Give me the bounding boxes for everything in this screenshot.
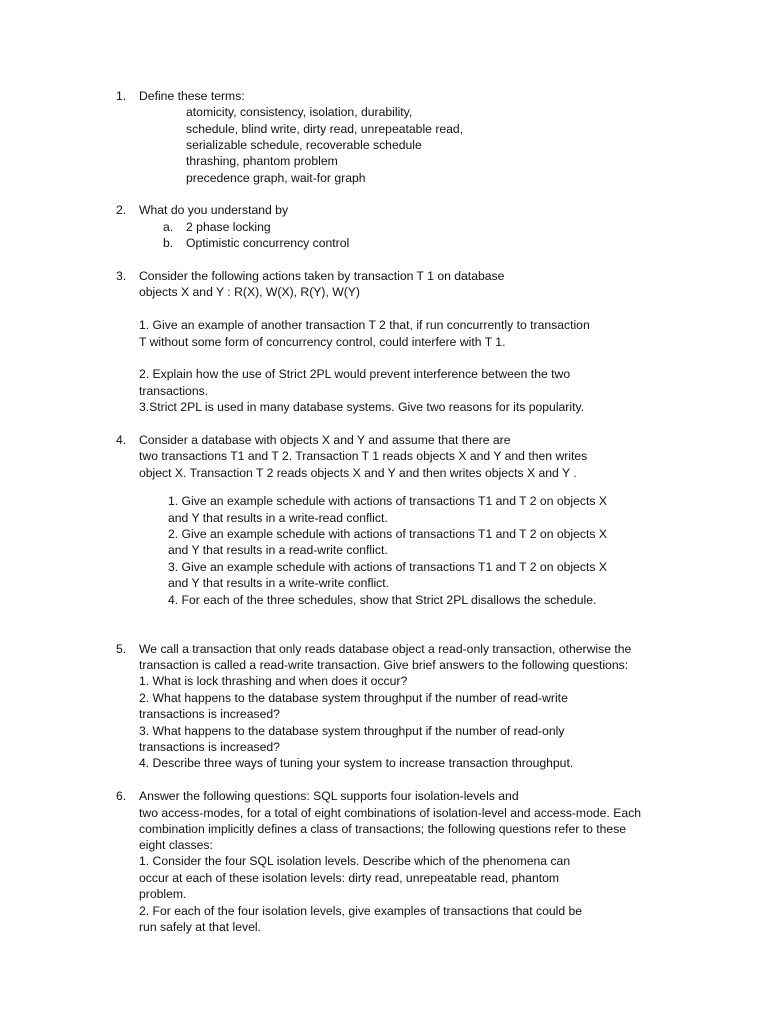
question-text: We call a transaction that only reads database object a read-only transaction, otherwise the [139, 642, 632, 656]
term-line: precedence graph, wait-for graph [186, 171, 366, 185]
sub-question: 4. For each of the three schedules, show that Strict 2PL disallows the schedule. [168, 593, 597, 607]
question-text: What do you understand by [139, 203, 289, 217]
question-text: Consider the following actions taken by transaction T 1 on database [139, 269, 505, 283]
question-number: 6. [116, 789, 127, 803]
term-line: serializable schedule, recoverable schedule [186, 138, 422, 152]
sub-question: 2. What happens to the database system throughput if the number of read-write [139, 691, 568, 705]
question-text: transaction is called a read-write transaction. Give brief answers to the following questions: [139, 658, 629, 672]
question-text: Consider a database with objects X and Y and assume that there are [139, 433, 511, 447]
question-number: 5. [116, 642, 127, 656]
sub-question: transactions is increased? [139, 707, 280, 721]
sub-question: and Y that results in a write-write conflict. [168, 576, 390, 590]
sub-question: T without some form of concurrency control, could interfere with T 1. [139, 335, 506, 349]
sub-question: transactions is increased? [139, 740, 280, 754]
list-item: 2 phase locking [186, 220, 271, 234]
sub-question: 3. Give an example schedule with actions of transactions T1 and T 2 on objects X [168, 560, 608, 574]
sub-question: 1. What is lock thrashing and when does it occur? [139, 674, 408, 688]
question-number: 4. [116, 433, 127, 447]
question-number: 3. [116, 269, 127, 283]
term-line: thrashing, phantom problem [186, 154, 338, 168]
list-item: Optimistic concurrency control [186, 236, 350, 250]
question-text: object X. Transaction T 2 reads objects X and Y and then writes objects X and Y . [139, 466, 577, 480]
question-text: two transactions T1 and T 2. Transaction T 1 reads objects X and Y and then writes [139, 449, 588, 463]
question-text: combination implicitly defines a class of transactions; the following questions refer to these [139, 822, 627, 836]
question-text: eight classes: [139, 838, 213, 852]
sub-question: 3.Strict 2PL is used in many database systems. Give two reasons for its popularity. [139, 400, 585, 414]
question-number: 2. [116, 203, 127, 217]
sub-question: and Y that results in a write-read conflict. [168, 511, 388, 525]
sub-question: 2. Give an example schedule with actions of transactions T1 and T 2 on objects X [168, 527, 608, 541]
sub-question: 1. Give an example of another transaction T 2 that, if run concurrently to transaction [139, 318, 590, 332]
list-marker: a. [163, 220, 174, 234]
term-line: schedule, blind write, dirty read, unrepeatable read, [186, 122, 464, 136]
question-text: Define these terms: [139, 89, 245, 103]
question-text: two access-modes, for a total of eight combinations of isolation-level and access-mode. Each [139, 806, 641, 820]
list-marker: b. [163, 236, 174, 250]
sub-question: transactions. [139, 384, 209, 398]
question-number: 1. [116, 89, 127, 103]
question-text: Answer the following questions: SQL supports four isolation-levels and [139, 789, 519, 803]
term-line: atomicity, consistency, isolation, durability, [186, 105, 413, 119]
sub-question: 1. Consider the four SQL isolation levels. Describe which of the phenomena can [139, 854, 571, 868]
sub-question: occur at each of these isolation levels: dirty read, unrepeatable read, phantom [139, 871, 560, 885]
question-text: objects X and Y : R(X), W(X), R(Y), W(Y) [139, 285, 360, 299]
sub-question: problem. [139, 887, 187, 901]
sub-question: 3. What happens to the database system throughput if the number of read-only [139, 724, 565, 738]
sub-question: and Y that results in a read-write conflict. [168, 543, 388, 557]
sub-question: 2. For each of the four isolation levels, give examples of transactions that could be [139, 904, 583, 918]
sub-question: 4. Describe three ways of tuning your system to increase transaction throughput. [139, 756, 574, 770]
sub-question: 1. Give an example schedule with actions of transactions T1 and T 2 on objects X [168, 494, 608, 508]
sub-question: run safely at that level. [139, 920, 261, 934]
sub-question: 2. Explain how the use of Strict 2PL would prevent interference between the two [139, 367, 571, 381]
